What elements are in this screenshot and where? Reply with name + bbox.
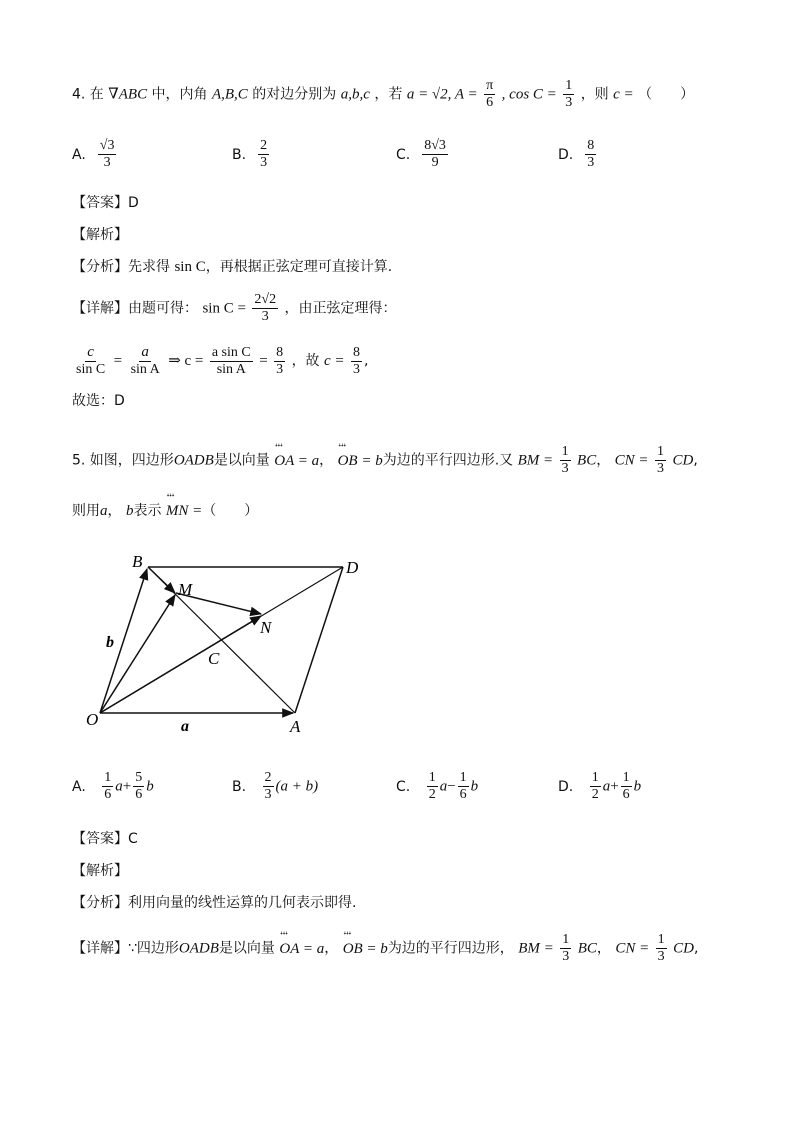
label-d: D	[346, 558, 359, 577]
q4-fenxi: 【分析】先求得 sin C，再根据正弦定理可直接计算.	[72, 259, 393, 275]
label-n: N	[260, 618, 272, 637]
q4-option-b: B. $\frac{2}{3}$	[232, 138, 268, 171]
label-vec-a: a	[181, 718, 189, 735]
q5-option-a: A. $\frac{1}{6}$ a+ $\frac{5}{6}$ b	[72, 770, 154, 803]
q4-answer: 【答案】D	[72, 195, 139, 211]
parallelogram-figure	[80, 545, 380, 745]
q4-select: 故选：D	[72, 393, 125, 409]
q5-stem-line2: 则用a， b表示 ꜜꜜꜜ MN =（ ）	[72, 500, 258, 520]
q4-stem: 4. 在 ∇ABC 中，内角 A,B,C 的对边分别为 a,b,c ，若 a = √2, A = $\frac{\pi}{6}$ , cos C = $\frac{1}{3}$ ，则 c = （ ）	[72, 78, 695, 111]
q5-stem: 5. 如图，四边形OADB是以向量 ꜜꜜꜜ OA = a， ꜜꜜꜜ OB = b为边的平行四边形.又 BM = $\frac{1}{3}$ BC， CN = $\frac{1}{3}$ CD,	[72, 444, 698, 477]
q4-option-a: A. $\frac{√3}{3}$	[72, 138, 115, 171]
q4-law-of-sines: $\frac{c}{\text{sin C}}$ = $\frac{a}{\text{sin A}}$ ⇒ c = $\frac{\text{a sin C}}{\text{sin A}}$ = $\frac{8}{3}$ ，故 c = $\frac{8}{3}$ ,	[76, 344, 369, 378]
label-m: M	[178, 580, 193, 599]
q5-option-d: D. $\frac{1}{2}$ a+ $\frac{1}{6}$ b	[558, 770, 642, 803]
vector-om	[100, 595, 175, 713]
q4-option-c: C. $\frac{8√3}{9}$	[396, 138, 446, 171]
q5-analysis-heading: 【解析】	[72, 863, 128, 879]
q4-analysis-heading: 【解析】	[72, 227, 128, 243]
q4-option-d: D. $\frac{8}{3}$	[558, 138, 595, 171]
vector-bm	[148, 567, 175, 593]
vector-on	[100, 616, 261, 713]
label-c: C	[208, 649, 220, 668]
label-o: O	[86, 710, 99, 729]
q5-detail: 【详解】∵四边形OADB是以向量 ꜜꜜꜜ OA = a， ꜜꜜꜜ OB = b为边的平行四边形， BM = $\frac{1}{3}$ BC， CN = $\frac{1}{3}$ CD,	[72, 932, 698, 965]
edge-ad	[295, 567, 343, 713]
q5-answer: 【答案】C	[72, 831, 138, 847]
q4-detail: 【详解】由题可得： sin C = $\frac{2√2}{3}$ ，由正弦定理得：	[72, 292, 397, 325]
one-third: $\frac{1}{3}$	[565, 78, 573, 111]
q5-option-b: B. $\frac{2}{3}$ (a + b)	[232, 770, 319, 803]
q5-fenxi: 【分析】利用向量的线性运算的几何表示即得.	[72, 895, 357, 911]
pi-over-6: $\frac{\pi}{6}$	[486, 78, 494, 111]
q5-option-c: C. $\frac{1}{2}$ a− $\frac{1}{6}$ b	[396, 770, 479, 803]
label-vec-b: b	[106, 634, 114, 651]
label-a: A	[290, 717, 301, 736]
label-b: B	[132, 552, 143, 571]
